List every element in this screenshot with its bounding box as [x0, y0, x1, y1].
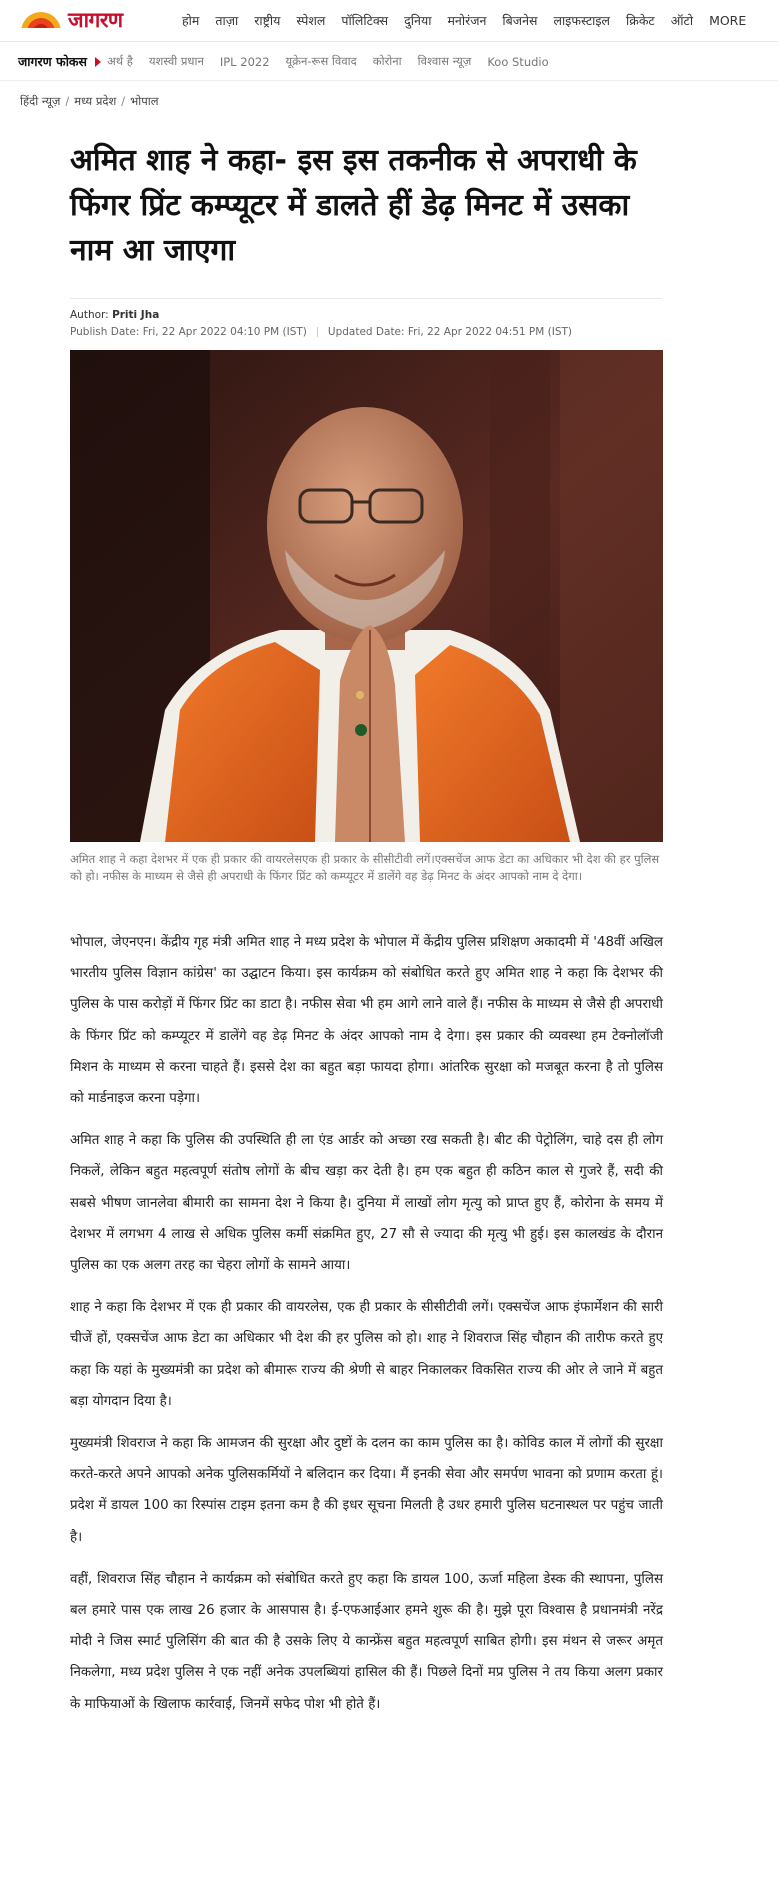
author-label: Author:	[70, 309, 109, 321]
nav-item-home[interactable]: होम	[182, 12, 200, 28]
focus-bar	[0, 43, 778, 81]
date-separator	[317, 327, 318, 337]
article-dates	[70, 326, 572, 338]
nav-item-auto[interactable]: ऑटो	[670, 12, 694, 28]
nav-item-national[interactable]: राष्ट्रीय	[254, 12, 281, 28]
title-divider	[70, 298, 662, 299]
article-paragraph: भोपाल, जेएनएन। केंद्रीय गृह मंत्री अमित शाह ने मध्य प्रदेश के भोपाल में केंद्रीय पुलिस प्रशिक्षण अकादमी में '48वीं अखिल भारतीय पुलिस विज्ञान कांग्रेस' का उद्घाटन किया। इस कार्यक्रम को संबोधित करते हुए अमित शाह ने कहा कि देशभर की पुलिस के पास करोड़ों में फिंगर प्रिंट का डाटा है। नफीस सेवा भी हम आगे लाने वाले हैं। नफीस के माध्यम से जैसे ही अपराधी के फिंगर प्रिंट को कम्प्यूटर में डालेंगे वह डेढ़ मिनट के अंदर आपको नाम दे देगा। इस प्रकार की व्यवस्था हम टेक्नोलॉजी मिशन के माध्यम से करना चाहते हैं। इससे देश का बहुत बड़ा फायदा होगा। आंतरिक सुरक्षा को मजबूत करना है तो पुलिस को मार्डनाइज करना पड़ेगा।	[70, 935, 663, 1107]
focus-item[interactable]: Koo Studio	[487, 54, 549, 69]
article-paragraph: मुख्यमंत्री शिवराज ने कहा कि आमजन की सुरक्षा और दुष्टों के दलन का काम पुलिस का है। कोविड काल में लोगों की सुरक्षा करते-करते अपने आपको अनेक पुलिसकर्मियों ने बलिदान कर दिया। मैं इनकी सेवा और समर्पण भावना को प्रणाम करता हूं। प्रदेश में डायल 100 का रिस्पांस टाइम इतना कम है की इधर सूचना मिलती है उधर हमारी पुलिस घटनास्थल पर पहुंच जाती है।	[70, 1436, 663, 1545]
focus-item[interactable]: यशस्वी प्रधान	[148, 54, 204, 68]
article-paragraph: अमित शाह ने कहा कि पुलिस की उपस्थिति ही ला एंड आर्डर को अच्छा रख सकती है। बीट की पेट्रोलिंग, चाहे दस ही लोग निकलें, लेकिन बहुत महत्वपूर्ण संतोष लोगों के बीच खड़ा कर देती है। हम एक बहुत ही कठिन काल से गुजरे हैं, सदी की सबसे भीषण जानलेवा बीमारी का सामना देश ने किया है। दुनिया में लाखों लोग मृत्यु को प्राप्त हुए हैं, कोरोना के समय में देशभर में लगभग 4 लाख से अधिक पुलिस कर्मी संक्रमित हुए, 27 सौ से ज्यादा की मृत्यु भी हुई। इस कालखंड के दौरान पुलिस का एक अलग तरह का चेहरा लोगों के सामने आया।	[70, 1133, 663, 1274]
play-arrow-icon	[95, 57, 101, 67]
author-name[interactable]: Priti Jha	[112, 309, 160, 321]
nav-item-lifestyle[interactable]: लाइफस्टाइल	[553, 12, 610, 28]
breadcrumb-item-state[interactable]: मध्य प्रदेश	[74, 94, 117, 108]
image-caption: अमित शाह ने कहा देशभर में एक ही प्रकार की वायरलेसएक ही प्रकार के सीसीटीवी लगें।एक्सचेंज आफ डेटा का अधिकार भी देश की हर पुलिस को हो। नफीस के माध्यम से जैसे ही अपराधी के फिंगर प्रिंट को कम्प्यूटर में डालेंगे वह डेढ़ मिनट के अंदर आपको नाम दे देगा।	[70, 852, 660, 883]
breadcrumb	[20, 94, 159, 109]
article-body	[70, 927, 663, 1731]
sun-logo-icon	[18, 8, 64, 32]
focus-item[interactable]: यूक्रेन-रूस विवाद	[285, 54, 357, 68]
publish-date: Publish Date: Fri, 22 Apr 2022 04:10 PM (IST)	[70, 326, 307, 338]
updated-date: Updated Date: Fri, 22 Apr 2022 04:51 PM (IST)	[327, 326, 573, 338]
article-title: अमित शाह ने कहा- इस इस तकनीक से अपराधी के फिंगर प्रिंट कम्प्यूटर में डालते हीं डेढ़ मिनट में उसका नाम आ जाएगा	[70, 143, 637, 268]
focus-item[interactable]: कोरोना	[372, 54, 402, 68]
breadcrumb-separator: /	[121, 94, 126, 108]
main-nav-links	[182, 0, 762, 40]
nav-item-entertainment[interactable]: मनोरंजन	[447, 12, 487, 28]
article-paragraph: शाह ने कहा कि देशभर में एक ही प्रकार की वायरलेस, एक ही प्रकार के सीसीटीवी लगें। एक्सचेंज आफ इंफार्मेशन की सारी चीजें हों, एक्सचेंज आफ डेटा का अधिकार भी देश की हर पुलिस को हो। शाह ने शिवराज सिंह चौहान की तारीफ करते हुए कहा कि यहां के मुख्यमंत्री का प्रदेश को बीमारू राज्य की श्रेणी से बाहर निकालकर विकसित राज्य की ओर ले जाने में बहुत बड़ा योगदान दिया है।	[70, 1300, 663, 1409]
focus-title: जागरण फोकस	[18, 54, 87, 69]
portrait-illustration	[70, 350, 663, 842]
nav-item-world[interactable]: दुनिया	[404, 12, 432, 28]
focus-item[interactable]: IPL 2022	[219, 54, 270, 69]
article-paragraph: वहीं, शिवराज सिंह चौहान ने कार्यक्रम को संबोधित करते हुए कहा कि डायल 100, ऊर्जा महिला डेस्क की स्थापना, पुलिस बल हमारे पास एक लाख 26 हजार के आसपास है। ई-एफआईआर हमने शुरू की है। मुझे पूरा विश्वास है प्रधानमंत्री नरेंद्र मोदी ने जिस स्मार्ट पुलिसिंग की बात की है उसके लिए ये कान्फ्रेंस बहुत महत्वपूर्ण साबित होगी। इस मंथन से जरूर अमृत निकलेगा, मध्य प्रदेश पुलिस ने एक नहीं अनेक उपलब्धियां हासिल की हैं। पिछले दिनों मप्र पुलिस ने तय किया अलग प्रकार के माफियाओं के खिलाफ कार्रवाई, जिनमें सफेद पोश भी होते हैं।	[70, 1571, 663, 1712]
jagran-logo[interactable]	[18, 6, 123, 34]
top-navigation	[0, 0, 778, 42]
focus-item[interactable]: विश्वास न्यूज़	[417, 54, 472, 68]
nav-item-more[interactable]: MORE	[709, 12, 747, 28]
breadcrumb-item-home[interactable]: हिंदी न्यूज़	[20, 94, 61, 108]
article-lead-image	[70, 350, 663, 842]
nav-item-business[interactable]: बिजनेस	[502, 12, 538, 28]
breadcrumb-separator: /	[65, 94, 70, 108]
nav-item-politics[interactable]: पॉलिटिक्स	[341, 12, 389, 28]
logo-text: जागरण	[68, 8, 123, 32]
focus-item[interactable]: अर्थ है	[106, 54, 133, 68]
nav-item-special[interactable]: स्पेशल	[296, 12, 326, 28]
author-line	[70, 309, 159, 321]
nav-item-latest[interactable]: ताज़ा	[215, 12, 239, 28]
breadcrumb-item-city[interactable]: भोपाल	[130, 94, 159, 108]
nav-item-cricket[interactable]: क्रिकेट	[625, 12, 655, 28]
